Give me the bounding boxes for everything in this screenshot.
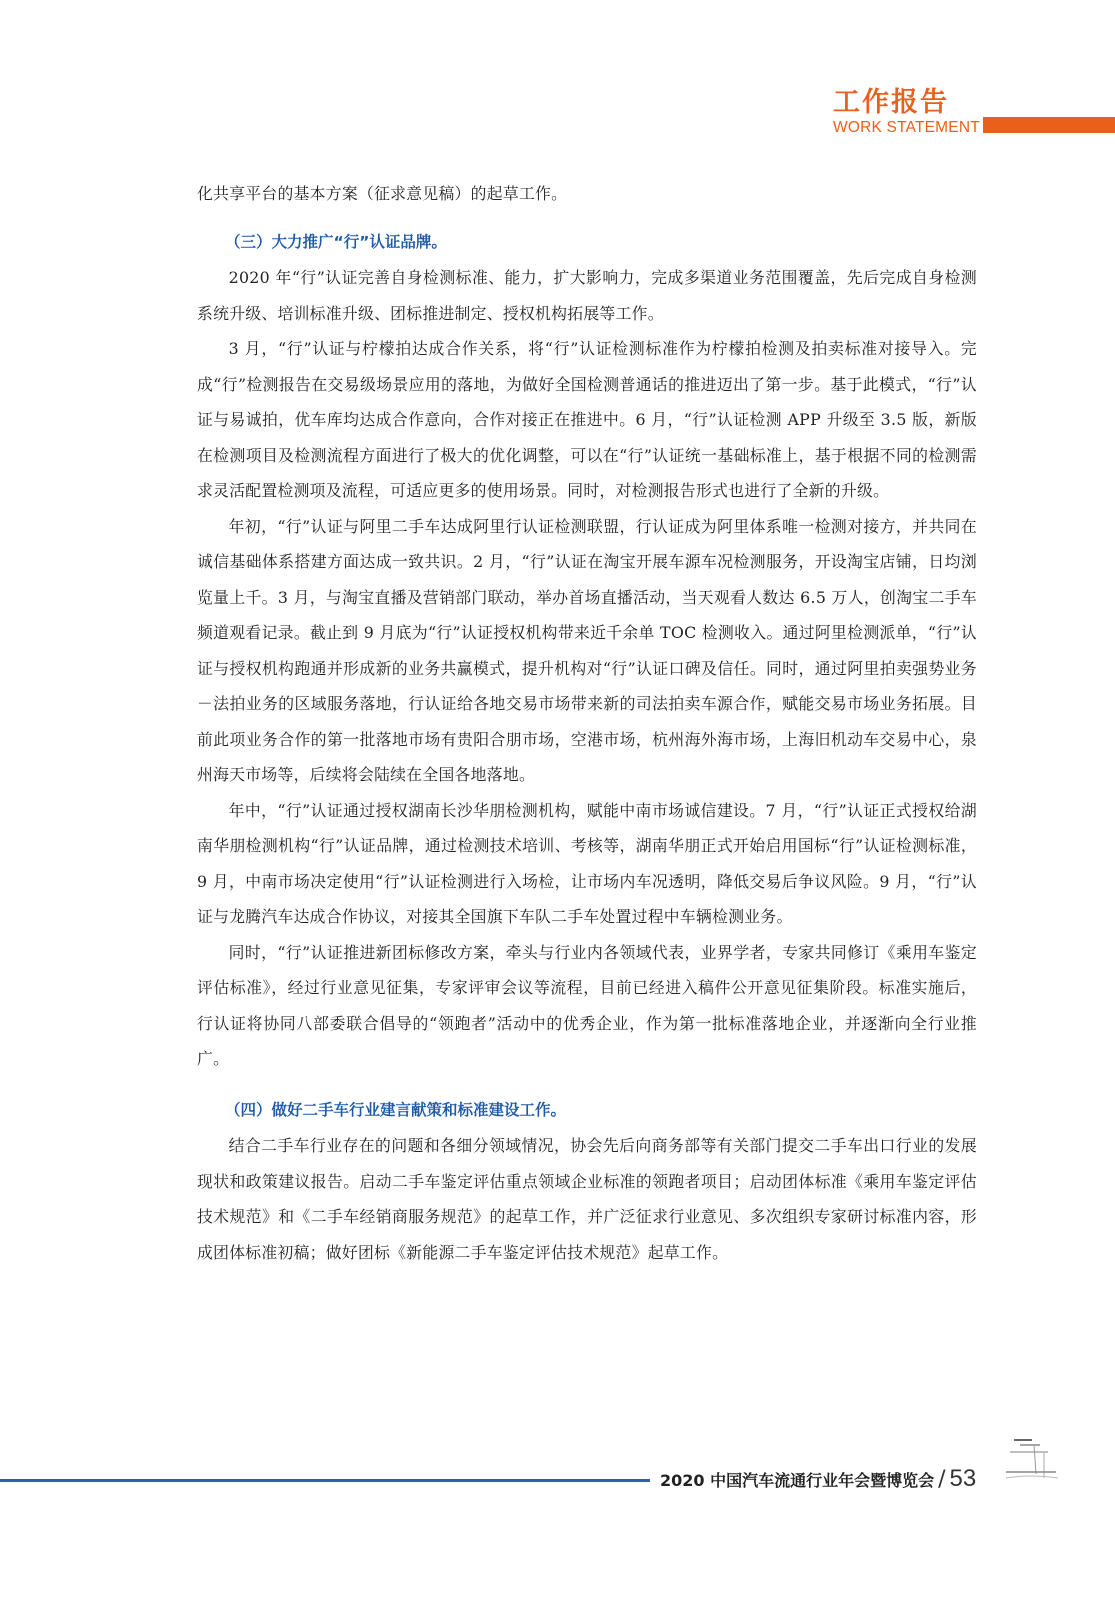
- header-accent-bar: [983, 117, 1115, 133]
- paragraph: 3 月，“行”认证与柠檬拍达成合作关系，将“行”认证检测标准作为柠檬拍检测及拍卖标准对接导入。完成“行”检测报告在交易级场景应用的落地，为做好全国检测普通话的推进迈出了第一步。基于此模式，“行”认证与易诚拍，优车库均达成合作意向，合作对接正在推进中。6 月，“行”认证检测 APP 升级至 3.5 版，新版在检测项目及检测流程方面进行了极大的优化调整，可以在“行”认证统一基础标准上，基于根据不同的检测需求灵活配置检测项及流程，可适应更多的使用场景。同时，对检测报告形式也进行了全新的升级。: [197, 339, 977, 500]
- section-title: 工作报告: [833, 87, 949, 118]
- section-header: [815, 86, 1115, 146]
- page-footer: [0, 1460, 1115, 1520]
- report-body: [197, 176, 977, 1270]
- footer-separator: /: [938, 1467, 946, 1492]
- paragraph: 年初，“行”认证与阿里二手车达成阿里行认证检测联盟，行认证成为阿里体系唯一检测对接方，并共同在诚信基础体系搭建方面达成一致共识。2 月，“行”认证在淘宝开展车源车况检测服务，开设淘宝店铺，日均浏览量上千。3 月，与淘宝直播及营销部门联动，举办首场直播活动，当天观看人数达 6.5 万人，创淘宝二手车频道观看记录。截止到 9 月底为“行”认证授权机构带来近千余单 TOC 检测收入。通过阿里检测派单，“行”认证与授权机构跑通并形成新的业务共赢模式，提升机构对“行”认证口碑及信任。同时，通过阿里拍卖强势业务－法拍业务的区域服务落地，行认证给各地交易市场带来新的司法拍卖车源合作，赋能交易市场业务拓展。目前此项业务合作的第一批落地市场有贵阳合朋市场，空港市场，杭州海外海市场，上海旧机动车交易中心，泉州海天市场等，后续将会陆续在全国各地落地。: [197, 516, 977, 784]
- section-heading-4: （四）做好二手车行业建言献策和标准建设工作。: [225, 1100, 567, 1119]
- section-heading-3: （三）大力推广“行”认证品牌。: [225, 232, 447, 251]
- continued-paragraph: 化共享平台的基本方案（征求意见稿）的起草工作。: [197, 184, 568, 203]
- paragraph: 年中，“行”认证通过授权湖南长沙华朋检测机构，赋能中南市场诚信建设。7 月，“行”认证正式授权给湖南华朋检测机构“行”认证品牌，通过检测技术培训、考核等，湖南华朋正式开始启用国标“行”认证检测标准，9 月，中南市场决定使用“行”认证检测进行入场检，让市场内车况透明，降低交易后争议风险。9 月，“行”认证与龙腾汽车达成合作协议，对接其全国旗下车队二手车处置过程中车辆检测业务。: [197, 800, 977, 926]
- pavilion-logo-icon: [1000, 1434, 1062, 1486]
- footer-rule: [0, 1479, 650, 1482]
- event-name: 2020 中国汽车流通行业年会暨博览会: [660, 1471, 935, 1490]
- section-subtitle: WORK STATEMENT: [833, 119, 980, 136]
- paragraph: 同时，“行”认证推进新团标修改方案，牵头与行业内各领域代表，业界学者，专家共同修订《乘用车鉴定评估标准》，经过行业意见征集，专家评审会议等流程，目前已经进入稿件公开意见征集阶段。标准实施后，行认证将协同八部委联合倡导的“领跑者”活动中的优秀企业，作为第一批标准落地企业，并逐渐向全行业推广。: [197, 942, 977, 1068]
- page-number: 53: [949, 1465, 977, 1492]
- footer-caption: [660, 1464, 976, 1496]
- paragraph: 结合二手车行业存在的问题和各细分领域情况，协会先后向商务部等有关部门提交二手车出口行业的发展现状和政策建议报告。启动二手车鉴定评估重点领域企业标准的领跑者项目；启动团体标准《乘用车鉴定评估技术规范》和《二手车经销商服务规范》的起草工作，并广泛征求行业意见、多次组织专家研讨标准内容，形成团体标准初稿；做好团标《新能源二手车鉴定评估技术规范》起草工作。: [197, 1136, 977, 1262]
- paragraph: 2020 年“行”认证完善自身检测标准、能力，扩大影响力，完成多渠道业务范围覆盖，先后完成自身检测系统升级、培训标准升级、团标推进制定、授权机构拓展等工作。: [197, 268, 977, 323]
